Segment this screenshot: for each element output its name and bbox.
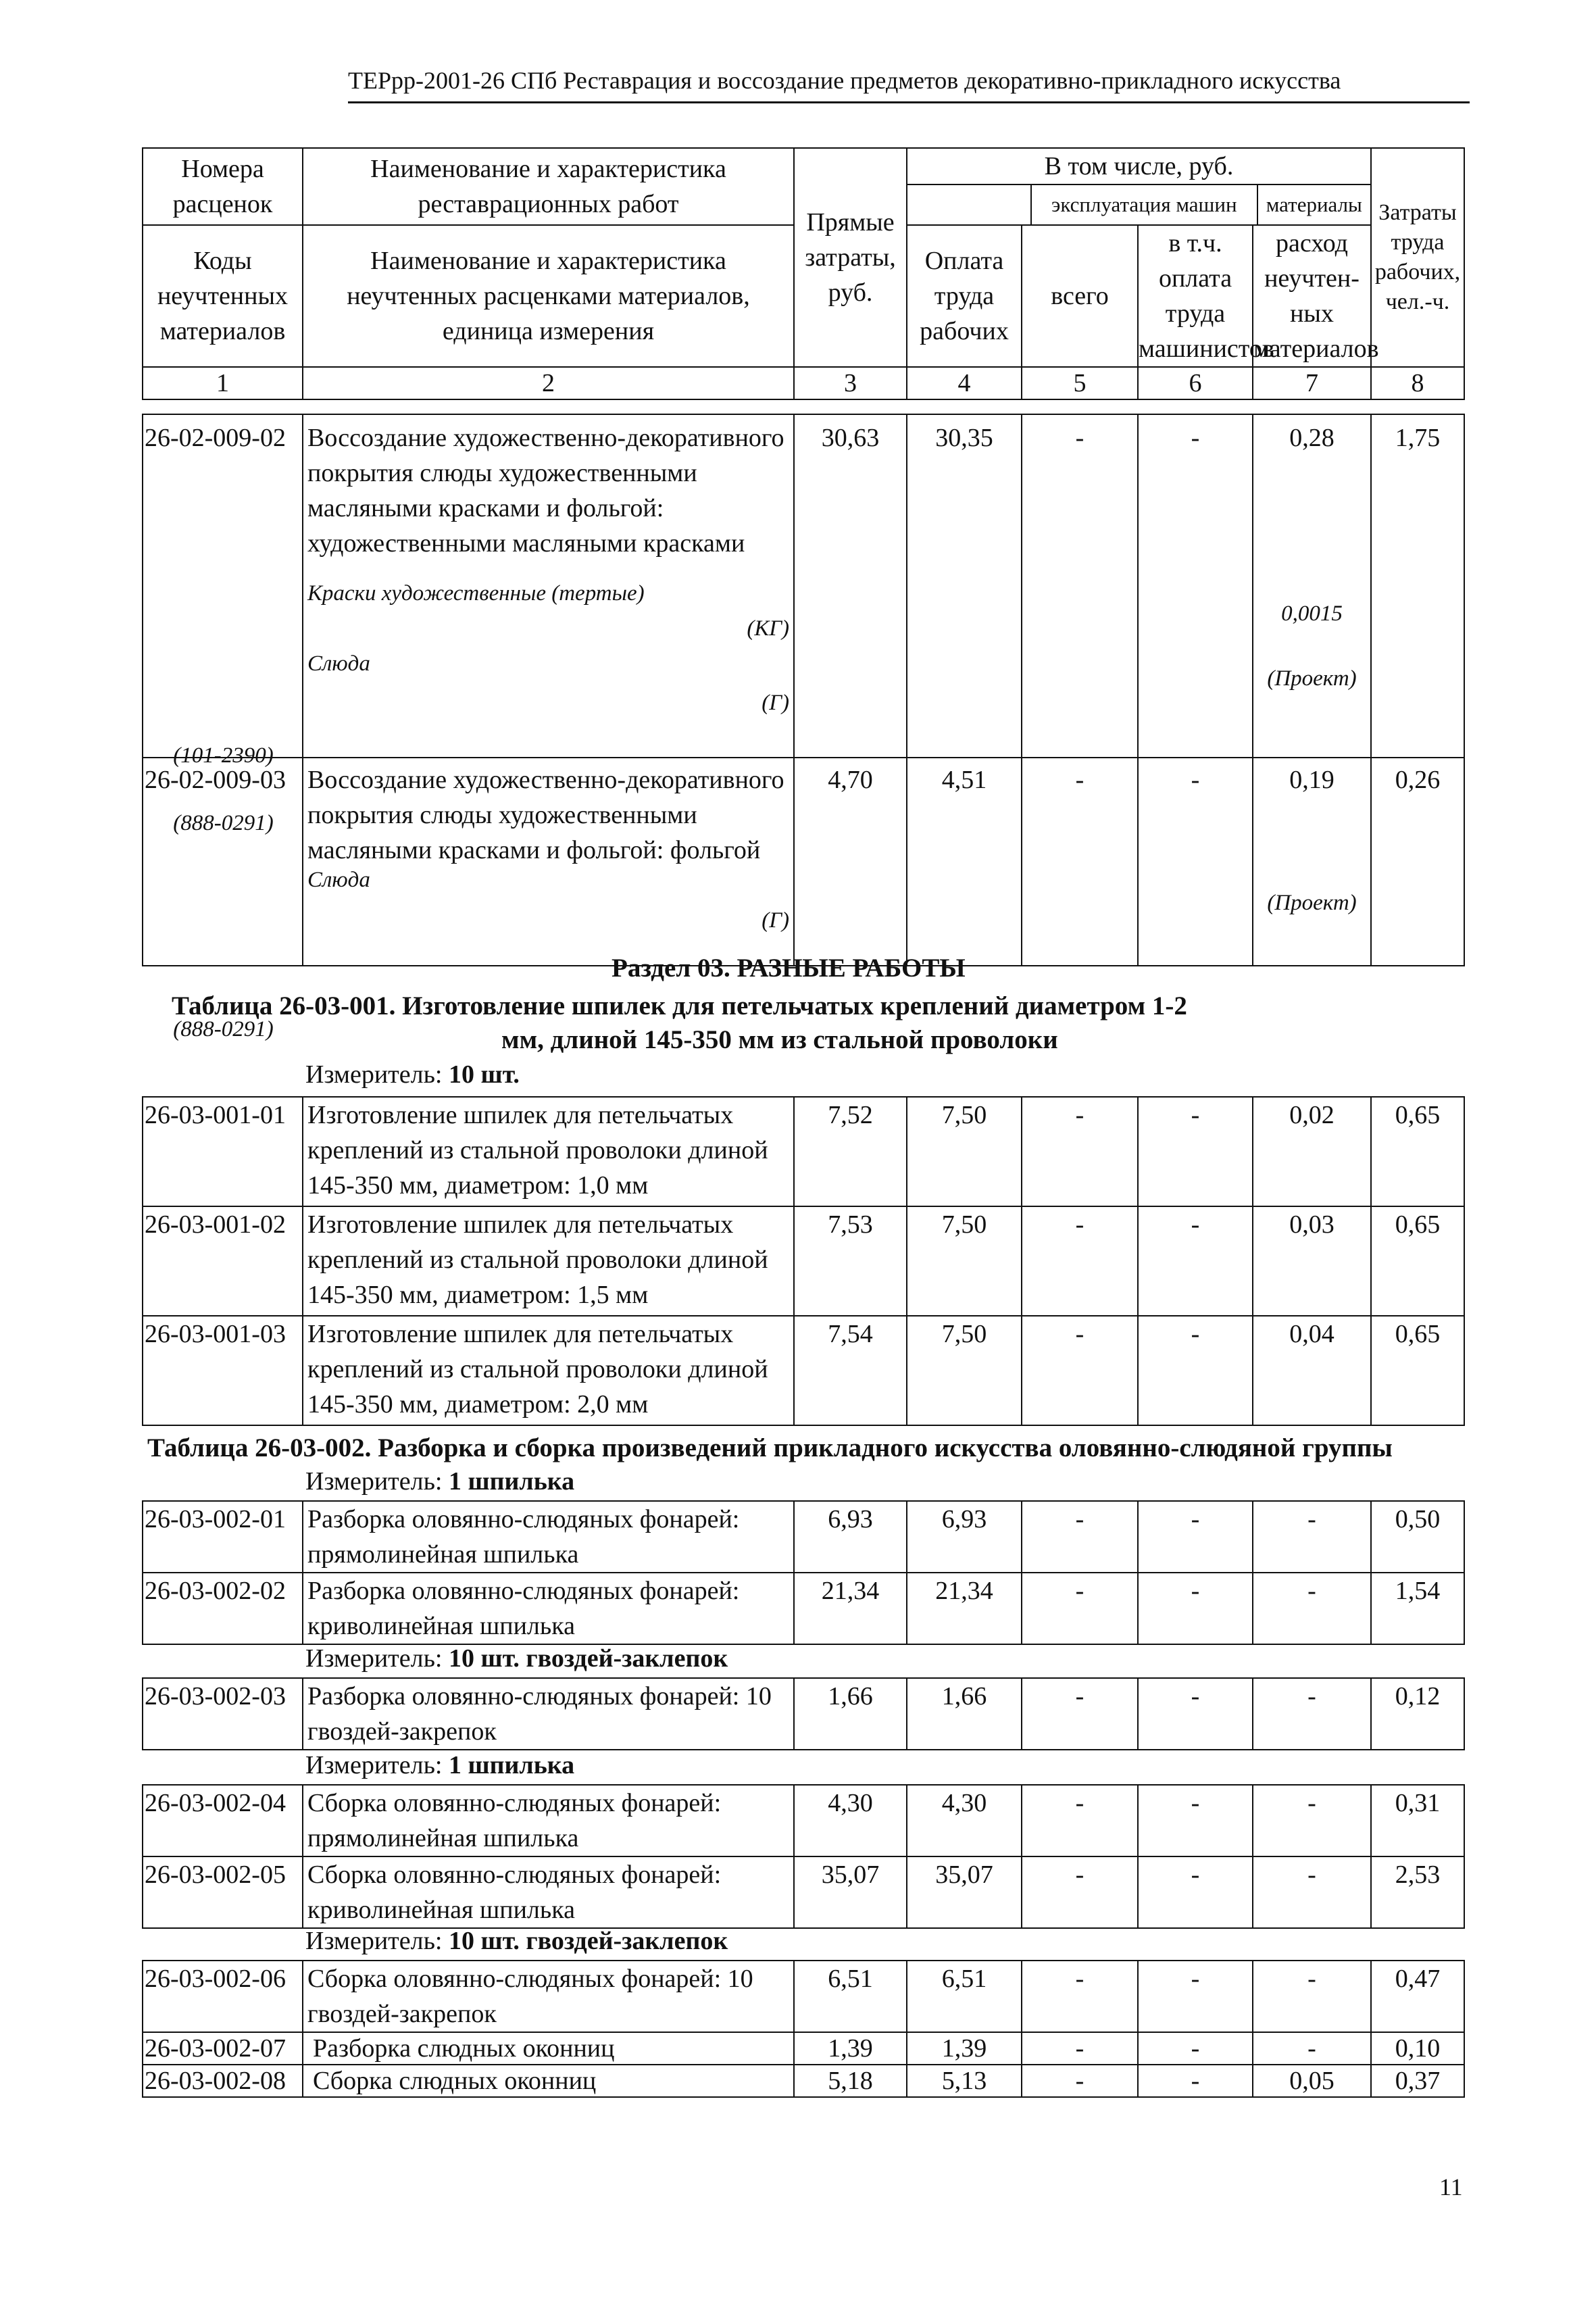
machinist-pay: -: [1138, 1206, 1253, 1316]
labor-pay: 6,93: [907, 1501, 1022, 1573]
col-num-2: 2: [303, 367, 794, 399]
direct-costs: 4,70: [794, 758, 907, 966]
machinist-pay: -: [1138, 2032, 1253, 2065]
table-row: [143, 1785, 1464, 1856]
col-num-8: 8: [1371, 367, 1464, 399]
rate-description: Изготовление шпилек для петельчатых креплений из стальной проволоки длиной 145-350 мм, диаметром: 2,0 мм: [303, 1316, 794, 1425]
material-unit: (Г): [762, 908, 789, 933]
head-materials: материалы: [1266, 193, 1362, 216]
direct-costs: 1,39: [794, 2032, 907, 2065]
machinist-pay: -: [1138, 1856, 1253, 1928]
labor-pay: 35,07: [907, 1856, 1022, 1928]
materials-value: 0,02: [1253, 1097, 1371, 1206]
rate-code: 26-03-001-02: [143, 1206, 303, 1316]
rate-description: Разборка оловянно-слюдяных фонарей: прямолинейная шпилька: [303, 1501, 794, 1573]
rates-table-26-03-001: [142, 1096, 1465, 1426]
machines-total: -: [1022, 1785, 1138, 1856]
rates-table-26-02-009: [142, 414, 1465, 966]
labor-hours: 0,50: [1371, 1501, 1464, 1573]
direct-costs: 6,93: [794, 1501, 907, 1573]
materials-value: -: [1253, 1785, 1371, 1856]
machinist-pay: -: [1138, 1961, 1253, 2032]
labor-pay: 1,39: [907, 2032, 1022, 2065]
rate-code: 26-03-002-05: [143, 1856, 303, 1928]
direct-costs: 7,52: [794, 1097, 907, 1206]
rate-code: 26-02-009-03: [143, 758, 303, 966]
measure-label: Измеритель: 10 шт.: [305, 1060, 520, 1089]
direct-costs: 1,66: [794, 1678, 907, 1750]
col-num-4: 4: [907, 367, 1022, 399]
material-name: Слюда: [307, 868, 370, 892]
labor-hours: 0,37: [1371, 2065, 1464, 2097]
rate-description: Сборка оловянно-слюдяных фонарей: 10 гвоздей-закрепок: [303, 1961, 794, 2032]
rate-code: 26-03-002-04: [143, 1785, 303, 1856]
material-unit: (КГ): [747, 616, 789, 641]
column-header-table: [142, 147, 1465, 400]
labor-pay: 6,51: [907, 1961, 1022, 2032]
rate-code: 26-03-002-08: [143, 2065, 303, 2097]
direct-costs: 30,63: [794, 414, 907, 758]
machinist-pay: -: [1138, 1785, 1253, 1856]
head-machinist-pay: в т.ч. оплата труда машинистов: [1138, 225, 1253, 367]
materials-value: 0,19: [1289, 766, 1335, 794]
rate-code: 26-03-001-03: [143, 1316, 303, 1425]
machines-total: -: [1022, 1316, 1138, 1425]
labor-hours: 0,65: [1371, 1097, 1464, 1206]
material-code: (888-0291): [173, 811, 274, 835]
head-material-codes: Коды неучтенных материалов: [143, 225, 303, 367]
labor-pay: 1,66: [907, 1678, 1022, 1750]
col-num-7: 7: [1253, 367, 1371, 399]
machines-total: -: [1022, 1678, 1138, 1750]
rate-name: [303, 758, 794, 966]
materials-value: -: [1253, 1961, 1371, 2032]
head-machines-total: всего: [1022, 225, 1138, 367]
head-machines: эксплуатация машин: [1031, 185, 1257, 224]
rate-code: 26-03-002-01: [143, 1501, 303, 1573]
rate-code: 26-03-002-06: [143, 1961, 303, 2032]
machinist-pay: -: [1138, 1678, 1253, 1750]
table-row: [143, 758, 1464, 966]
col-num-6: 6: [1138, 367, 1253, 399]
machinist-pay: -: [1138, 1501, 1253, 1573]
labor-pay: 5,13: [907, 2065, 1022, 2097]
rate-description: Сборка оловянно-слюдяных фонарей: прямолинейная шпилька: [303, 1785, 794, 1856]
measure-label: Измеритель: 1 шпилька: [305, 1751, 575, 1779]
machinist-pay: -: [1138, 414, 1253, 758]
head-material-name: Наименование и характеристика неучтенных расценками материалов, единица измерения: [303, 225, 794, 367]
head-labor-hours: Затраты труда рабочих, чел.-ч.: [1371, 148, 1464, 367]
machinist-pay: -: [1138, 1097, 1253, 1206]
labor-pay: 7,50: [907, 1097, 1022, 1206]
labor-hours: 0,31: [1371, 1785, 1464, 1856]
material-code: (888-0291): [173, 1017, 274, 1041]
labor-hours: 1,54: [1371, 1573, 1464, 1644]
section-title: Раздел 03. РАЗНЫЕ РАБОТЫ: [612, 954, 966, 983]
materials-value: -: [1253, 1501, 1371, 1573]
running-header: ТЕРрр-2001-26 СПб Реставрация и воссоздание предметов декоративно-прикладного искусства: [348, 67, 1341, 94]
head-direct-costs: Прямые затраты, руб.: [794, 148, 907, 367]
rate-description: Изготовление шпилек для петельчатых креплений из стальной проволоки длиной 145-350 мм, диаметром: 1,5 мм: [303, 1206, 794, 1316]
materials-cell: [1253, 758, 1371, 966]
machines-total: -: [1022, 1501, 1138, 1573]
head-group: В том числе, руб.: [907, 149, 1370, 185]
materials-value: 0,04: [1253, 1316, 1371, 1425]
labor-hours: 0,65: [1371, 1206, 1464, 1316]
col-num-3: 3: [794, 367, 907, 399]
table-row: [143, 2065, 1464, 2097]
head-codes: Номера расценок: [143, 148, 303, 225]
table-row: [143, 1961, 1464, 2032]
labor-pay: 21,34: [907, 1573, 1022, 1644]
labor-hours: 2,53: [1371, 1856, 1464, 1928]
machinist-pay: -: [1138, 2065, 1253, 2097]
rates-table-26-03-002-d: [142, 1960, 1465, 2098]
col-num-5: 5: [1022, 367, 1138, 399]
direct-costs: 4,30: [794, 1785, 907, 1856]
head-name: Наименование и характеристика реставрационных работ: [303, 148, 794, 225]
rate-description: Воссоздание художественно-декоративного покрытия слюды художественными масляными красками и фольгой: фольгой: [307, 766, 784, 864]
rate-code: 26-03-002-07: [143, 2032, 303, 2065]
table-row: [143, 1678, 1464, 1750]
rate-code: 26-03-001-01: [143, 1097, 303, 1206]
rate-name: [303, 414, 794, 758]
head-group-cell: [907, 148, 1371, 225]
measure-label: Измеритель: 10 шт. гвоздей-заклепок: [305, 1927, 728, 1955]
direct-costs: 7,54: [794, 1316, 907, 1425]
labor-hours: 0,12: [1371, 1678, 1464, 1750]
material-qty: 0,0015: [1281, 601, 1343, 626]
machines-total: -: [1022, 414, 1138, 758]
material-code: (101-2390): [173, 743, 274, 768]
measure-label: Измеритель: 10 шт. гвоздей-заклепок: [305, 1644, 728, 1673]
table-row: [143, 1097, 1464, 1206]
rates-table-26-03-002-b: [142, 1677, 1465, 1750]
machines-total: -: [1022, 1097, 1138, 1206]
direct-costs: 21,34: [794, 1573, 907, 1644]
machines-total: -: [1022, 1856, 1138, 1928]
machines-total: -: [1022, 2065, 1138, 2097]
col-num-1: 1: [143, 367, 303, 399]
table-title-26-03-002: Таблица 26-03-002. Разборка и сборка произведений прикладного искусства оловянно-слюдяной группы: [147, 1433, 1393, 1462]
rates-table-26-03-002-a: [142, 1500, 1465, 1645]
labor-pay: 4,51: [907, 758, 1022, 966]
material-qty: (Проект): [1267, 666, 1357, 691]
materials-value: -: [1253, 1856, 1371, 1928]
labor-pay: 4,30: [907, 1785, 1022, 1856]
labor-pay: 30,35: [907, 414, 1022, 758]
table-row: [143, 1501, 1464, 1573]
machinist-pay: -: [1138, 1573, 1253, 1644]
materials-value: -: [1253, 1678, 1371, 1750]
head-labor-pay: Оплата труда рабочих: [907, 225, 1022, 367]
machines-total: -: [1022, 2032, 1138, 2065]
machinist-pay: -: [1138, 758, 1253, 966]
material-qty: (Проект): [1267, 891, 1357, 915]
material-name: Краски художественные (тертые): [307, 581, 645, 606]
direct-costs: 6,51: [794, 1961, 907, 2032]
materials-value: 0,05: [1253, 2065, 1371, 2097]
measure-label: Измеритель: 1 шпилька: [305, 1467, 575, 1496]
page-number: 11: [1439, 2173, 1463, 2200]
rate-description: Сборка слюдных оконниц: [303, 2065, 794, 2097]
table-title-26-03-001: Таблица 26-03-001. Изготовление шпилек для петельчатых креплений диаметром 1-2: [172, 991, 1187, 1020]
table-title-26-03-001-cont: мм, длиной 145-350 мм из стальной проволоки: [501, 1025, 1058, 1054]
machines-total: -: [1022, 1573, 1138, 1644]
rate-description: Воссоздание художественно-декоративного покрытия слюды художественными масляными красками и фольгой: художественными масляными красками: [307, 424, 784, 558]
rate-description: Разборка слюдных оконниц: [303, 2032, 794, 2065]
header-rule: [348, 101, 1470, 103]
machines-total: -: [1022, 1961, 1138, 2032]
table-row: [143, 1573, 1464, 1644]
direct-costs: 7,53: [794, 1206, 907, 1316]
material-unit: (Г): [762, 691, 789, 715]
labor-pay: 7,50: [907, 1316, 1022, 1425]
rate-code: 26-03-002-03: [143, 1678, 303, 1750]
rate-description: Изготовление шпилек для петельчатых креплений из стальной проволоки длиной 145-350 мм, диаметром: 1,0 мм: [303, 1097, 794, 1206]
labor-hours: 0,65: [1371, 1316, 1464, 1425]
rate-code: 26-03-002-02: [143, 1573, 303, 1644]
labor-pay: 7,50: [907, 1206, 1022, 1316]
machines-total: -: [1022, 1206, 1138, 1316]
materials-cell: [1253, 414, 1371, 758]
materials-value: 0,28: [1289, 424, 1335, 452]
materials-value: 0,03: [1253, 1206, 1371, 1316]
rate-code: 26-02-009-02: [143, 414, 303, 758]
materials-value: -: [1253, 1573, 1371, 1644]
direct-costs: 35,07: [794, 1856, 907, 1928]
table-row: [143, 1206, 1464, 1316]
labor-hours: 0,26: [1371, 758, 1464, 966]
table-row: [143, 1856, 1464, 1928]
machinist-pay: -: [1138, 1316, 1253, 1425]
rate-description: Разборка оловянно-слюдяных фонарей: 10 гвоздей-закрепок: [303, 1678, 794, 1750]
labor-hours: 0,10: [1371, 2032, 1464, 2065]
rates-table-26-03-002-c: [142, 1784, 1465, 1929]
direct-costs: 5,18: [794, 2065, 907, 2097]
material-name: Слюда: [307, 651, 370, 676]
labor-hours: 1,75: [1371, 414, 1464, 758]
table-row: [143, 414, 1464, 758]
machines-total: -: [1022, 758, 1138, 966]
table-row: [143, 2032, 1464, 2065]
table-row: [143, 1316, 1464, 1425]
rate-description: Сборка оловянно-слюдяных фонарей: криволинейная шпилька: [303, 1856, 794, 1928]
labor-hours: 0,47: [1371, 1961, 1464, 2032]
rate-description: Разборка оловянно-слюдяных фонарей: криволинейная шпилька: [303, 1573, 794, 1644]
head-unaccounted-materials: расход неучтен-ных материалов: [1253, 225, 1371, 367]
materials-value: -: [1253, 2032, 1371, 2065]
